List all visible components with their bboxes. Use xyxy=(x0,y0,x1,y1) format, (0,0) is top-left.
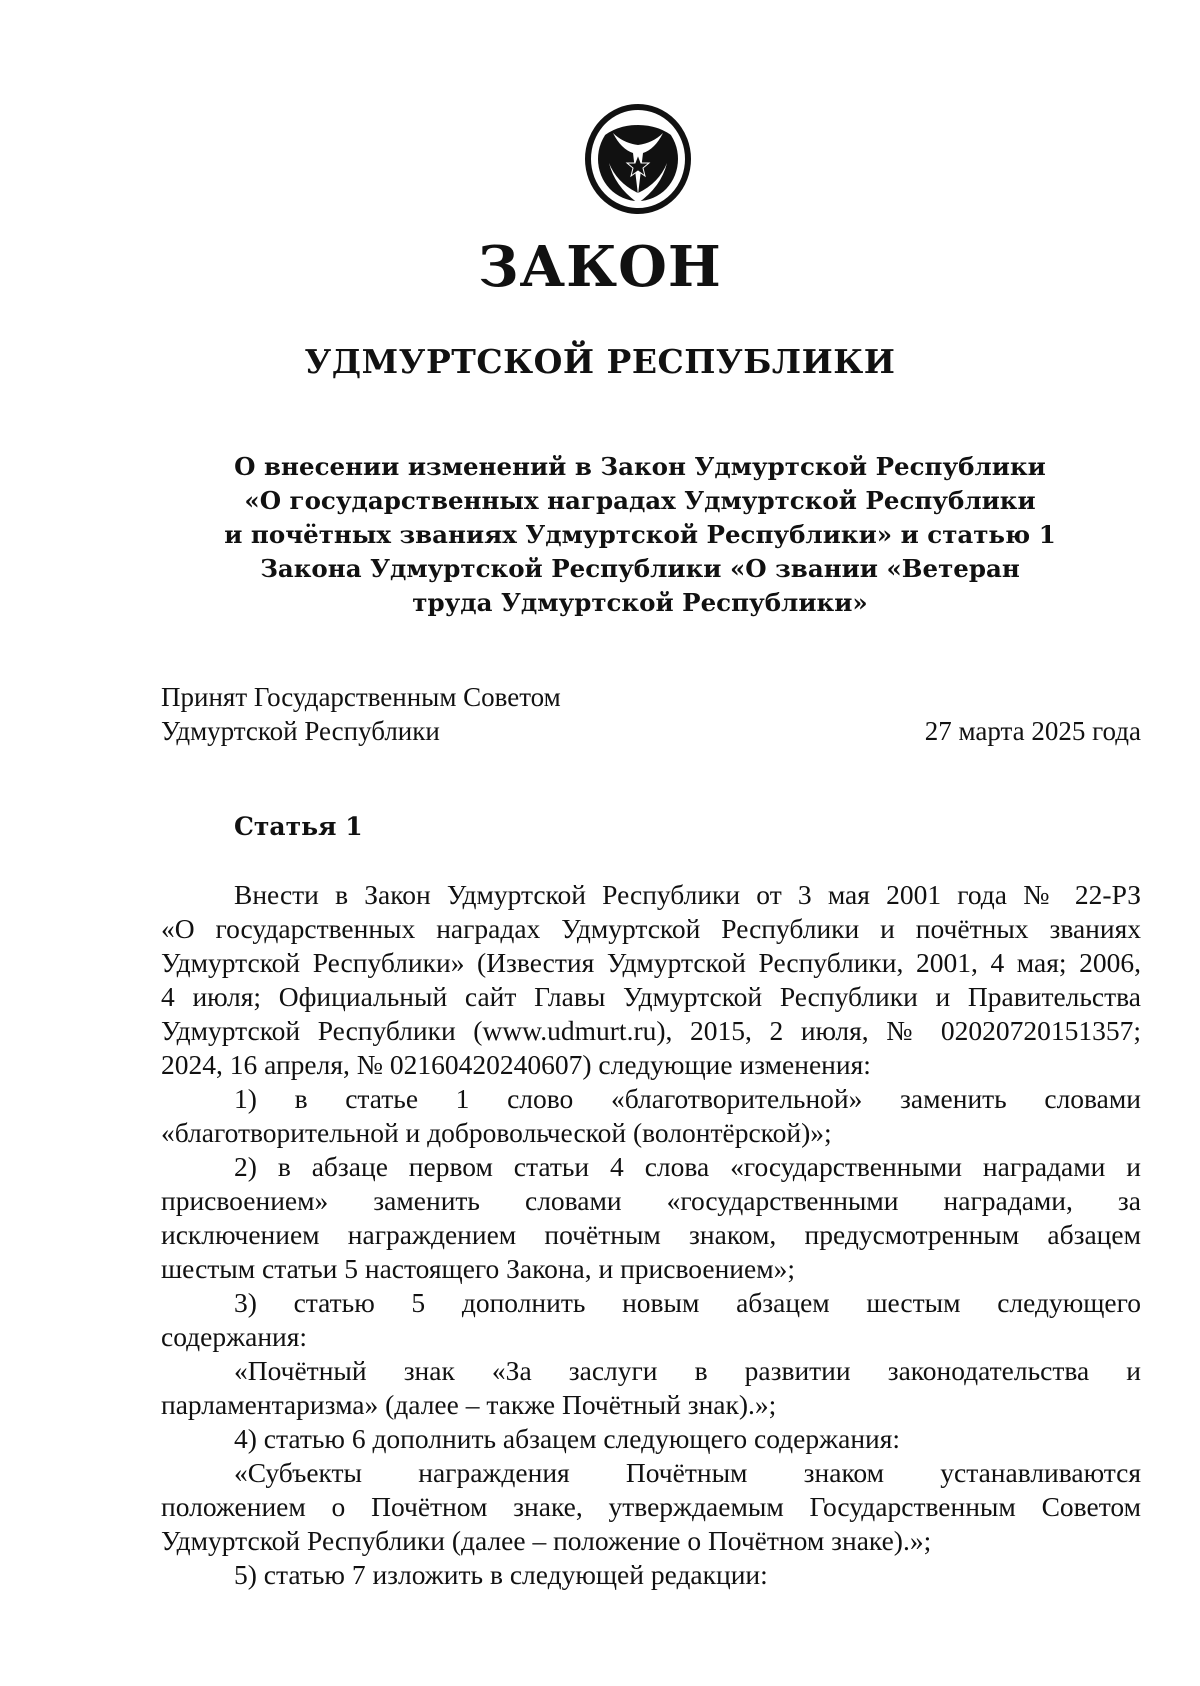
udmurtia-coat-of-arms-icon xyxy=(583,103,693,215)
text-line: 2) в абзаце первом статьи 4 слова «государственными наградами и xyxy=(234,1151,1141,1182)
law-name xyxy=(200,450,1080,620)
text-line: Удмуртской Республики (далее – положение о Почётном знаке).»; xyxy=(161,1525,932,1556)
article-body xyxy=(161,878,1141,1592)
text-line: шестым статьи 5 настоящего Закона, и присвоением»; xyxy=(161,1253,796,1284)
text-line: Удмуртской Республики» (Известия Удмуртской Республики, 2001, 4 мая; 2006, xyxy=(161,947,1141,978)
text-line: Внести в Закон Удмуртской Республики от 3 мая 2001 года № 22-РЗ xyxy=(234,879,1141,910)
text-line: 4) статью 6 дополнить абзацем следующего содержания: xyxy=(234,1423,901,1454)
document-subtitle: УДМУРТСКОЙ РЕСПУБЛИКИ xyxy=(304,342,896,381)
text-line: исключением награждением почётным знаком, предусмотренным абзацем xyxy=(161,1219,1141,1250)
text-line: 3) статью 5 дополнить новым абзацем шестым следующего xyxy=(234,1287,1141,1318)
text-line: присвоением» заменить словами «государственными наградами, за xyxy=(161,1185,1141,1216)
text-line: «Почётный знак «За заслуги в развитии законодательства и xyxy=(234,1355,1141,1386)
text-line: 2024, 16 апреля, № 02160420240607) следующие изменения: xyxy=(161,1049,871,1080)
adopted-by-line1: Принят Государственным Советом xyxy=(161,682,561,712)
text-line: 4 июля; Официальный сайт Главы Удмуртской Республики и Правительства xyxy=(161,981,1141,1012)
law-name-line: Закона Удмуртской Республики «О звании «Ветеран xyxy=(260,554,1020,583)
document-title: ЗАКОН xyxy=(478,234,722,300)
text-line: содержания: xyxy=(161,1321,308,1352)
law-name-line: и почётных званиях Удмуртской Республики» и статью 1 xyxy=(224,520,1056,549)
adoption-block xyxy=(161,680,1141,748)
law-name-line: «О государственных наградах Удмуртской Республики xyxy=(244,486,1036,515)
text-line: «О государственных наградах Удмуртской Республики и почётных званиях xyxy=(161,913,1141,944)
text-line: «благотворительной и добровольческой (волонтёрской)»; xyxy=(161,1117,832,1148)
adoption-date: 27 марта 2025 года xyxy=(924,716,1141,746)
text-line: парламентаризма» (далее – также Почётный знак).»; xyxy=(161,1389,777,1420)
law-name-line: О внесении изменений в Закон Удмуртской Республики xyxy=(234,452,1046,481)
law-name-line: труда Удмуртской Республики» xyxy=(412,588,868,617)
adopted-by-line2: Удмуртской Республики xyxy=(161,716,440,746)
text-line: 5) статью 7 изложить в следующей редакции: xyxy=(234,1559,768,1590)
text-line: «Субъекты награждения Почётным знаком устанавливаются xyxy=(234,1457,1141,1488)
text-line: положением о Почётном знаке, утверждаемым Государственным Советом xyxy=(161,1491,1141,1522)
text-line: 1) в статье 1 слово «благотворительной» заменить словами xyxy=(234,1083,1141,1114)
article-heading: Статья 1 xyxy=(234,812,363,841)
text-line: Удмуртской Республики (www.udmurt.ru), 2015, 2 июля, № 02020720151357; xyxy=(161,1015,1141,1046)
